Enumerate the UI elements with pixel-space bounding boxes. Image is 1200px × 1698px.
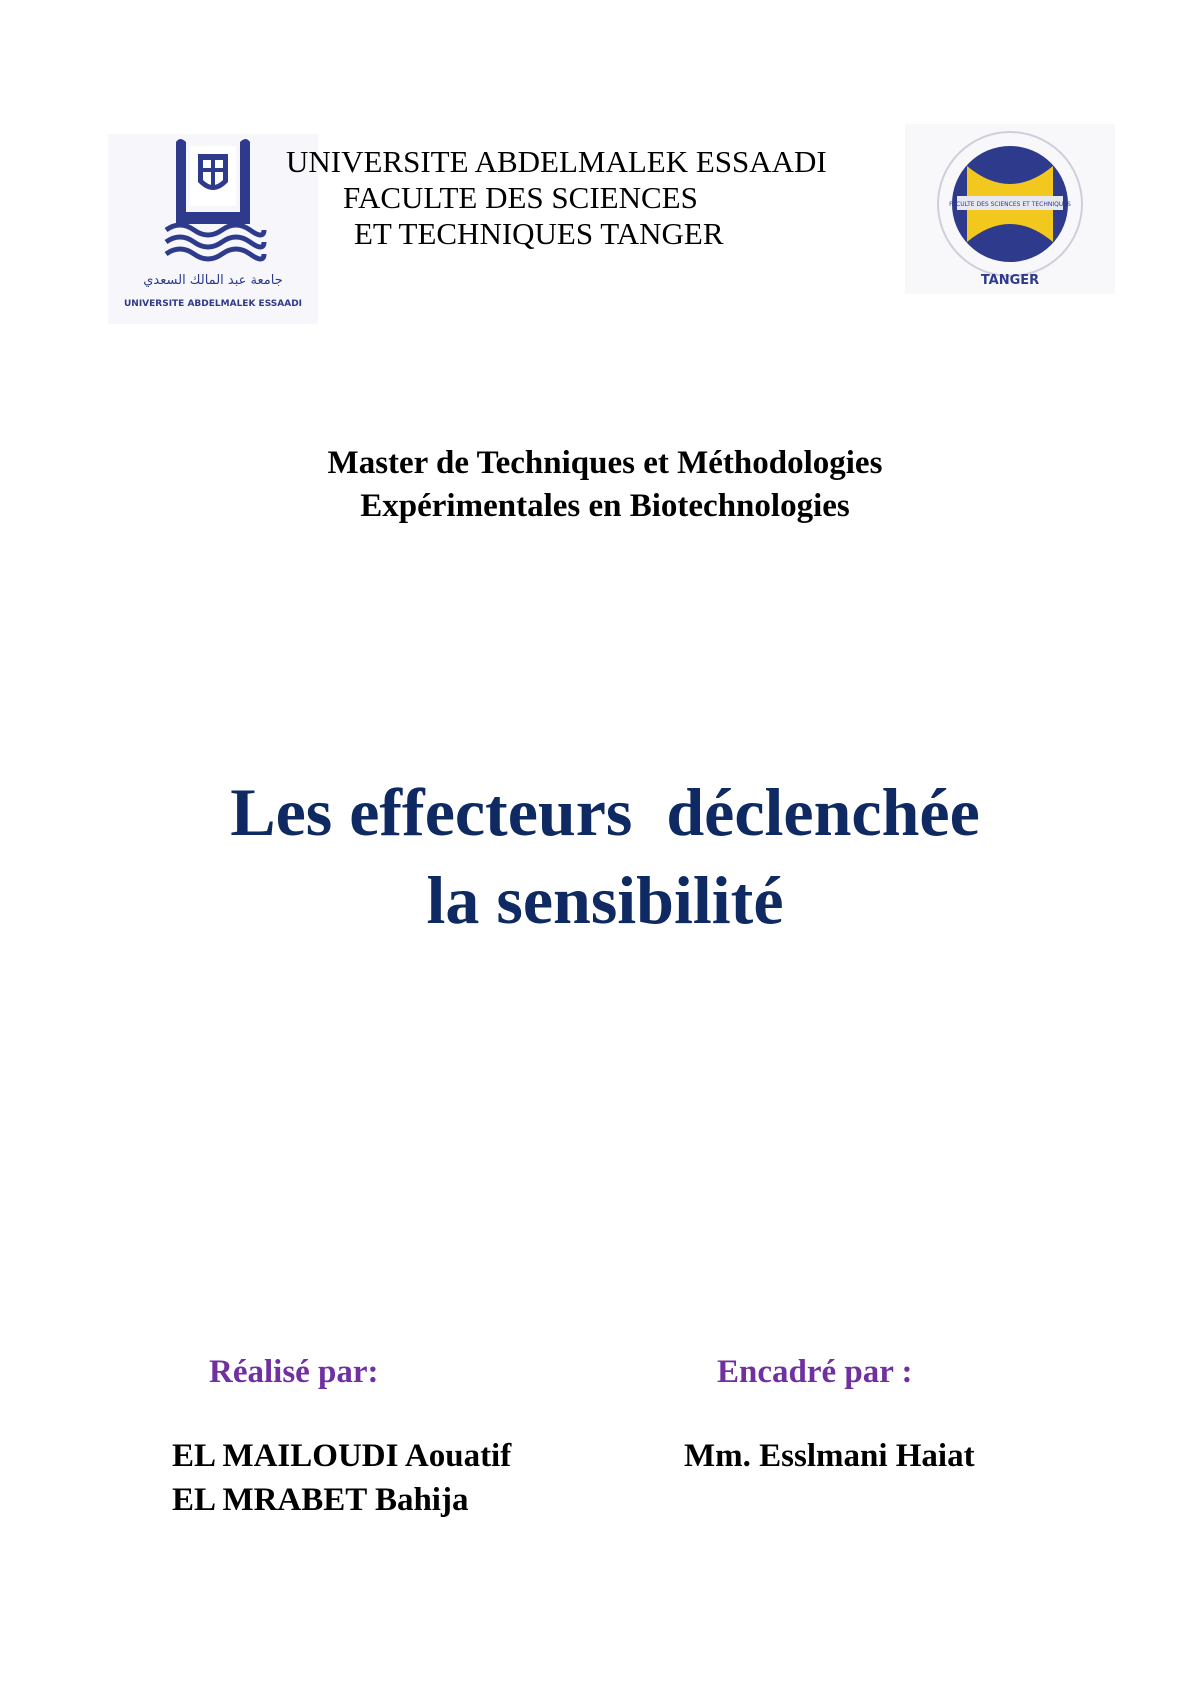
program-title: [0, 442, 1200, 528]
university-name: UNIVERSITE ABDELMALEK ESSAADI: [286, 144, 827, 179]
university-header: [286, 144, 886, 252]
supervisor-name: Mm. Esslmani Haiat: [684, 1438, 975, 1474]
seal-city-text: TANGER: [980, 273, 1040, 288]
program-line-2: Expérimentales en Biotechnologies: [360, 488, 850, 524]
faculty-name: FACULTE DES SCIENCES: [343, 180, 698, 215]
author-name: EL MAILOUDI Aouatif: [172, 1438, 512, 1474]
faculty-logo: [905, 124, 1115, 294]
supervisor-label: Encadré par :: [717, 1354, 913, 1390]
seal-center-text: FACULTE DES SCIENCES ET TECHNIQUES: [949, 201, 1071, 208]
authors-list: [172, 1434, 511, 1522]
title-line-1: Les effecteurs déclenchée: [230, 774, 980, 850]
program-line-1: Master de Techniques et Méthodologies: [327, 445, 883, 481]
supervisor-list: [684, 1434, 975, 1478]
logo-latin-text: UNIVERSITE ABDELMALEK ESSAADI: [123, 299, 303, 309]
logo-arabic-text: جامعة عبد المالك السعدي: [143, 273, 283, 288]
faculty-name-cont: ET TECHNIQUES TANGER: [354, 216, 724, 251]
document-title: [0, 768, 1200, 944]
author-name: EL MRABET Bahija: [172, 1482, 469, 1518]
authors-label: Réalisé par:: [209, 1354, 379, 1390]
title-line-2: la sensibilité: [426, 862, 784, 938]
